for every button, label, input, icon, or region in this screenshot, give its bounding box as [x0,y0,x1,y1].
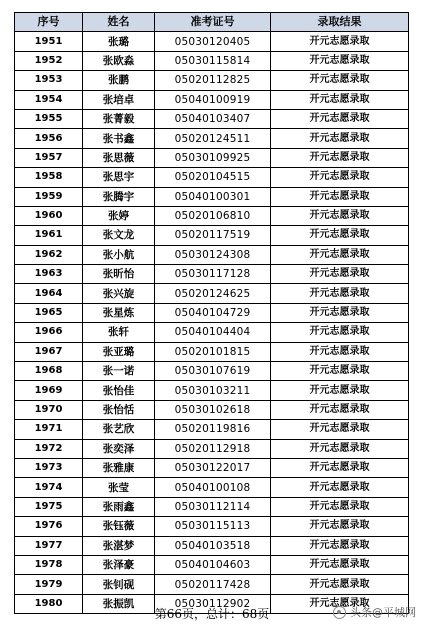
cell-name: 张菁毅 [83,109,155,128]
cell-result: 开元志愿录取 [271,594,409,613]
cell-name: 张莹 [83,478,155,497]
table-row [15,51,409,70]
cell-seq: 1962 [15,245,83,264]
cell-name: 张文龙 [83,226,155,245]
table-row [15,187,409,206]
cell-ticket: 05020112825 [155,71,271,90]
cell-seq: 1959 [15,187,83,206]
cell-result: 开元志愿录取 [271,478,409,497]
cell-ticket: 05030109925 [155,148,271,167]
table-row [15,148,409,167]
camera-lens-icon [333,606,346,619]
cell-ticket: 05040100108 [155,478,271,497]
cell-name: 张湛梦 [83,536,155,555]
cell-name: 张培卓 [83,90,155,109]
cell-result: 开元志愿录取 [271,575,409,594]
cell-ticket: 05030112902 [155,594,271,613]
cell-result: 开元志愿录取 [271,400,409,419]
page-footer: 第66页，总计：68页 [154,607,270,621]
cell-ticket: 05020104515 [155,168,271,187]
cell-seq: 1957 [15,148,83,167]
table-row [15,439,409,458]
cell-ticket: 05020112918 [155,439,271,458]
cell-seq: 1975 [15,497,83,516]
table-row [15,168,409,187]
cell-name: 张泽豪 [83,555,155,574]
cell-seq: 1970 [15,400,83,419]
header-result: 录取结果 [271,13,409,32]
cell-name: 张婷 [83,206,155,225]
cell-ticket: 05030107619 [155,362,271,381]
cell-name: 张亚璐 [83,342,155,361]
admission-list [14,12,408,614]
cell-seq: 1965 [15,303,83,322]
table-row [15,381,409,400]
cell-ticket: 05040104603 [155,555,271,574]
cell-name: 张钰薇 [83,517,155,536]
cell-result: 开元志愿录取 [271,458,409,477]
cell-result: 开元志愿录取 [271,265,409,284]
cell-result: 开元志愿录取 [271,517,409,536]
cell-result: 开元志愿录取 [271,536,409,555]
cell-seq: 1980 [15,594,83,613]
cell-seq: 1974 [15,478,83,497]
cell-ticket: 05020119816 [155,420,271,439]
cell-seq: 1966 [15,323,83,342]
cell-name: 张轩 [83,323,155,342]
table-row [15,497,409,516]
cell-ticket: 05040103407 [155,109,271,128]
table-body [15,32,409,614]
cell-result: 开元志愿录取 [271,168,409,187]
watermark [333,604,416,620]
cell-ticket: 05040104404 [155,323,271,342]
table-row [15,555,409,574]
table-row [15,478,409,497]
cell-result: 开元志愿录取 [271,245,409,264]
cell-result: 开元志愿录取 [271,206,409,225]
cell-seq: 1969 [15,381,83,400]
table-row [15,245,409,264]
cell-seq: 1953 [15,71,83,90]
cell-ticket: 05030115113 [155,517,271,536]
cell-seq: 1963 [15,265,83,284]
table-row [15,226,409,245]
table-row [15,458,409,477]
cell-result: 开元志愿录取 [271,420,409,439]
cell-seq: 1978 [15,555,83,574]
cell-seq: 1955 [15,109,83,128]
cell-name: 张腾宇 [83,187,155,206]
cell-ticket: 05020117519 [155,226,271,245]
cell-ticket: 05030112114 [155,497,271,516]
cell-seq: 1972 [15,439,83,458]
cell-result: 开元志愿录取 [271,497,409,516]
watermark-text: 头条@平城网 [350,606,416,619]
cell-result: 开元志愿录取 [271,342,409,361]
cell-ticket: 05030102618 [155,400,271,419]
table-row [15,206,409,225]
cell-name: 张奕泽 [83,439,155,458]
cell-seq: 1956 [15,129,83,148]
cell-result: 开元志愿录取 [271,323,409,342]
cell-seq: 1979 [15,575,83,594]
table-row [15,323,409,342]
cell-ticket: 05020101815 [155,342,271,361]
cell-seq: 1967 [15,342,83,361]
cell-name: 张振凯 [83,594,155,613]
cell-ticket: 05020117428 [155,575,271,594]
cell-name: 张雨鑫 [83,497,155,516]
table-header-row [15,13,409,32]
cell-result: 开元志愿录取 [271,439,409,458]
cell-ticket: 05040100301 [155,187,271,206]
cell-name: 张星炼 [83,303,155,322]
cell-seq: 1971 [15,420,83,439]
cell-name: 张雅康 [83,458,155,477]
table-row [15,400,409,419]
cell-result: 开元志愿录取 [271,32,409,51]
cell-name: 张小航 [83,245,155,264]
admission-table [14,12,409,614]
cell-result: 开元志愿录取 [271,555,409,574]
table-row [15,284,409,303]
cell-result: 开元志愿录取 [271,303,409,322]
header-seq: 序号 [15,13,83,32]
table-row [15,129,409,148]
cell-result: 开元志愿录取 [271,284,409,303]
cell-result: 开元志愿录取 [271,187,409,206]
cell-name: 张怡恬 [83,400,155,419]
cell-ticket: 05030120405 [155,32,271,51]
cell-name: 张怡佳 [83,381,155,400]
table-row [15,362,409,381]
cell-result: 开元志愿录取 [271,71,409,90]
cell-ticket: 05040100919 [155,90,271,109]
cell-name: 张欧淼 [83,51,155,70]
cell-result: 开元志愿录取 [271,51,409,70]
cell-name: 张兴旋 [83,284,155,303]
table-row [15,342,409,361]
cell-name: 张璐 [83,32,155,51]
cell-ticket: 05020124625 [155,284,271,303]
cell-name: 张鹏 [83,71,155,90]
cell-name: 张钊砚 [83,575,155,594]
cell-result: 开元志愿录取 [271,148,409,167]
cell-result: 开元志愿录取 [271,109,409,128]
cell-ticket: 05040103518 [155,536,271,555]
cell-name: 张艺欣 [83,420,155,439]
cell-seq: 1958 [15,168,83,187]
cell-ticket: 05030115814 [155,51,271,70]
table-row [15,109,409,128]
cell-seq: 1977 [15,536,83,555]
cell-ticket: 05030122017 [155,458,271,477]
table-row [15,575,409,594]
cell-seq: 1954 [15,90,83,109]
cell-ticket: 05030117128 [155,265,271,284]
cell-seq: 1952 [15,51,83,70]
cell-seq: 1964 [15,284,83,303]
table-row [15,517,409,536]
table-row [15,536,409,555]
header-ticket: 准考证号 [155,13,271,32]
table-row [15,71,409,90]
cell-name: 张昕怡 [83,265,155,284]
table-row [15,303,409,322]
header-name: 姓名 [83,13,155,32]
cell-result: 开元志愿录取 [271,90,409,109]
cell-ticket: 05040104729 [155,303,271,322]
table-row [15,32,409,51]
cell-ticket: 05020124511 [155,129,271,148]
cell-ticket: 05030103211 [155,381,271,400]
cell-seq: 1968 [15,362,83,381]
cell-ticket: 05020106810 [155,206,271,225]
cell-name: 张一诺 [83,362,155,381]
table-row [15,420,409,439]
cell-seq: 1961 [15,226,83,245]
table-row [15,265,409,284]
cell-name: 张思宇 [83,168,155,187]
cell-result: 开元志愿录取 [271,362,409,381]
cell-name: 张书鑫 [83,129,155,148]
cell-result: 开元志愿录取 [271,226,409,245]
cell-result: 开元志愿录取 [271,381,409,400]
cell-name: 张思薇 [83,148,155,167]
cell-ticket: 05030124308 [155,245,271,264]
cell-seq: 1951 [15,32,83,51]
cell-seq: 1976 [15,517,83,536]
cell-seq: 1960 [15,206,83,225]
cell-seq: 1973 [15,458,83,477]
table-row [15,90,409,109]
cell-result: 开元志愿录取 [271,129,409,148]
